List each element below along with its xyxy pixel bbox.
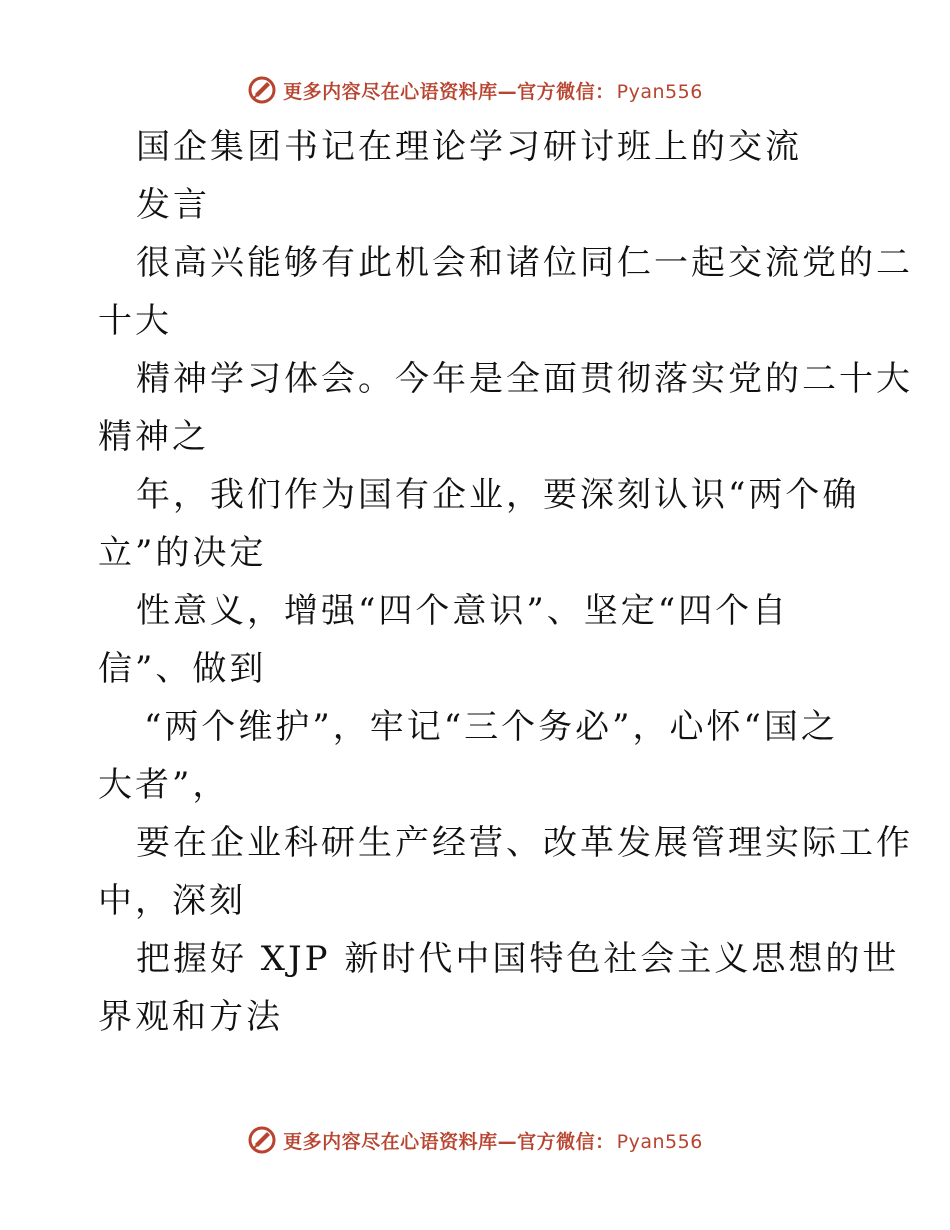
text-line: 性意义，增强“四个意识”、坚定“四个自 [136,591,790,631]
text-line: 精神学习体会。今年是全面贯彻落实党的二十大 [136,359,913,399]
text-line: 中，深刻 [98,881,246,921]
book-pen-logo-icon [247,75,277,105]
title-line: 发言 [136,185,210,225]
text-line: 大者”， [98,765,230,805]
text-line: 界观和方法 [98,997,283,1037]
text-line: 把握好 XJP 新时代中国特色社会主义思想的世 [136,939,900,979]
book-pen-logo-icon [247,1125,277,1155]
text-line: 精神之 [98,417,209,457]
watermark-text: 更多内容尽在心语资料库—官方微信： Pyan556 [283,1130,703,1153]
text-line: 要在企业科研生产经营、改革发展管理实际工作 [136,823,913,863]
text-line: 很高兴能够有此机会和诸位同仁一起交流党的二 [136,243,913,283]
text-line: 立”的决定 [98,533,267,573]
watermark-footer [0,1122,950,1158]
text-line: 年，我们作为国有企业，要深刻认识“两个确 [136,475,860,515]
text-line: 信”、做到 [98,649,267,689]
title-line: 国企集团书记在理论学习研讨班上的交流 [136,127,802,167]
watermark-header [0,72,950,108]
document-body [98,118,913,1046]
text-line: 十大 [98,301,172,341]
text-line: “两个维护”，牢记“三个务必”，心怀“国之 [144,707,838,747]
watermark-text: 更多内容尽在心语资料库—官方微信： Pyan556 [283,80,703,103]
